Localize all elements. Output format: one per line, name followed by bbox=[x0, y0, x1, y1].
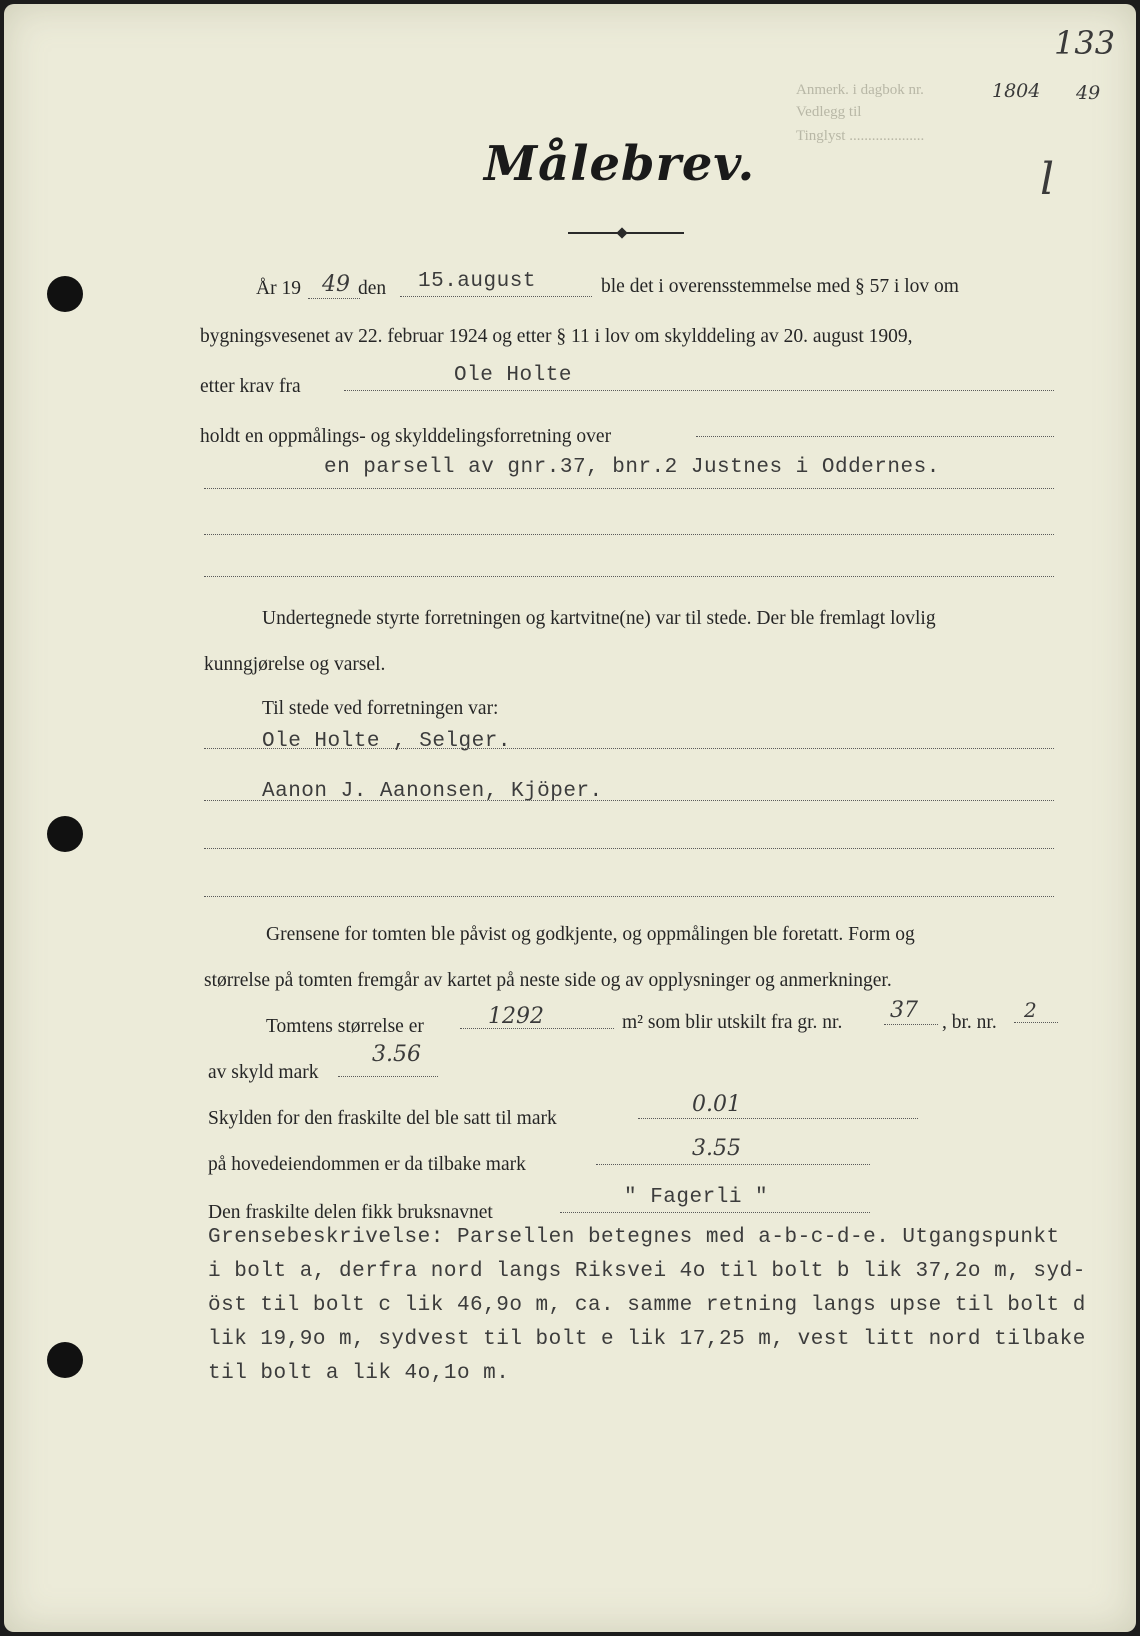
attendee-1: Ole Holte , Selger. bbox=[262, 730, 511, 753]
attendee-2: Aanon J. Aanonsen, Kjöper. bbox=[262, 780, 603, 803]
fill-line bbox=[204, 748, 1054, 749]
description-line: til bolt a lik 4o,1o m. bbox=[208, 1362, 510, 1385]
fill-line bbox=[596, 1164, 870, 1165]
page-title: Målebrev. bbox=[484, 136, 756, 192]
name-value: " Fagerli " bbox=[624, 1186, 769, 1209]
fill-line bbox=[344, 390, 1054, 391]
remaining-label: på hovedeiendommen er da tilbake mark bbox=[208, 1154, 526, 1175]
punch-hole bbox=[47, 816, 83, 852]
requester-label: etter krav fra bbox=[200, 376, 301, 397]
stamp-line1: Anmerk. i dagbok nr. bbox=[796, 82, 924, 98]
fill-line bbox=[204, 576, 1054, 577]
fill-line bbox=[204, 488, 1054, 489]
fill-line bbox=[884, 1024, 938, 1025]
gnr-value: 37 bbox=[890, 998, 918, 1023]
fill-line bbox=[400, 296, 592, 297]
fill-line bbox=[204, 800, 1054, 801]
intro-line-4: holdt en oppmålings- og skylddelingsforretning over bbox=[200, 426, 612, 447]
boundaries-line-1: Grensene for tomten ble påvist og godkjente, og oppmålingen ble foretatt. Form og bbox=[266, 924, 915, 945]
document-page bbox=[4, 4, 1136, 1632]
stamp-line3: Tinglyst .................... bbox=[796, 128, 925, 144]
fill-line bbox=[638, 1118, 918, 1119]
description-line: lik 19,9o m, sydvest til bolt e lik 17,25 m, vest litt nord tilbake bbox=[208, 1328, 1086, 1351]
intro-line-2: bygningsvesenet av 22. februar 1924 og etter § 11 i lov om skylddeling av 20. august 1909, bbox=[200, 326, 913, 347]
bnr-label: , br. nr. bbox=[942, 1012, 997, 1033]
fill-line bbox=[204, 534, 1054, 535]
name-label: Den fraskilte delen fikk bruksnavnet bbox=[208, 1202, 493, 1223]
size-value: 1292 bbox=[488, 1004, 544, 1029]
title-ornament-dot bbox=[616, 227, 627, 238]
presence-line-3: Til stede ved forretningen var: bbox=[262, 698, 499, 719]
fill-line bbox=[560, 1212, 870, 1213]
intro-text-2: den bbox=[358, 278, 387, 299]
split-label: Skylden for den fraskilte del ble satt til mark bbox=[208, 1108, 557, 1129]
fill-line bbox=[308, 298, 360, 299]
requester-value: Ole Holte bbox=[454, 364, 572, 387]
year-value: 49 bbox=[322, 272, 350, 297]
page-number: 133 bbox=[1054, 24, 1116, 62]
presence-line-1: Undertegnede styrte forretningen og kartvitne(ne) var til stede. Der ble fremlagt lovlig bbox=[262, 608, 936, 629]
fill-line bbox=[696, 436, 1054, 437]
bnr-value: 2 bbox=[1024, 998, 1037, 1022]
split-value: 0.01 bbox=[692, 1092, 741, 1117]
fill-line bbox=[204, 896, 1054, 897]
stamp-year: 49 bbox=[1076, 82, 1101, 104]
skyld-value: 3.56 bbox=[372, 1042, 421, 1067]
stamp-line2: Vedlegg til bbox=[796, 104, 862, 120]
corner-mark: l bbox=[1040, 154, 1055, 205]
fill-line bbox=[1014, 1022, 1058, 1023]
parcel-value: en parsell av gnr.37, bnr.2 Justnes i Oddernes. bbox=[324, 456, 940, 479]
skyld-label: av skyld mark bbox=[208, 1062, 319, 1083]
remaining-value: 3.55 bbox=[692, 1136, 741, 1161]
presence-line-2: kunngjørelse og varsel. bbox=[204, 654, 386, 675]
description-line: Grensebeskrivelse: Parsellen betegnes med a-b-c-d-e. Utgangspunkt bbox=[208, 1226, 1060, 1249]
description-line: öst til bolt c lik 46,9o m, ca. samme retning langs upse til bolt d bbox=[208, 1294, 1086, 1317]
date-value: 15.august bbox=[418, 270, 536, 293]
boundaries-line-2: størrelse på tomten fremgår av kartet på neste side og av opplysninger og anmerkninger. bbox=[204, 970, 892, 991]
stamp-number: 1804 bbox=[992, 80, 1041, 102]
intro-text-1: År 19 bbox=[256, 278, 301, 299]
intro-text-3: ble det i overensstemmelse med § 57 i lov om bbox=[601, 276, 959, 297]
fill-line bbox=[204, 848, 1054, 849]
fill-line bbox=[338, 1076, 438, 1077]
size-label: Tomtens størrelse er bbox=[266, 1016, 424, 1037]
punch-hole bbox=[47, 276, 83, 312]
size-unit: m² som blir utskilt fra gr. nr. bbox=[622, 1012, 843, 1033]
punch-hole bbox=[47, 1342, 83, 1378]
description-line: i bolt a, derfra nord langs Riksvei 4o til bolt b lik 37,2o m, syd- bbox=[208, 1260, 1086, 1283]
